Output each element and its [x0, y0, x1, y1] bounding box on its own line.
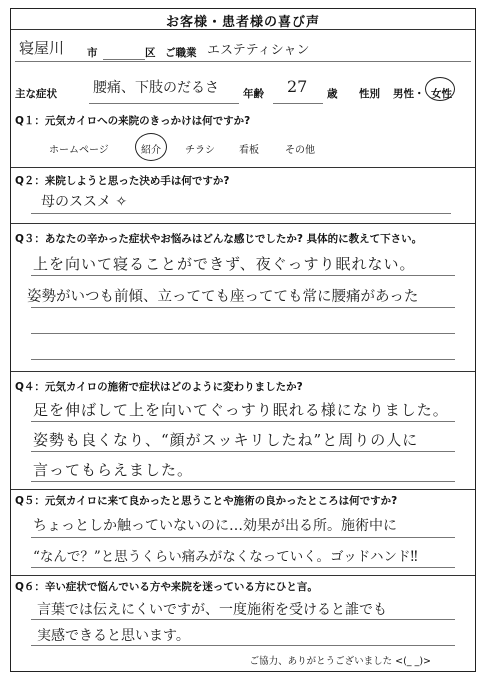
- q6-answer-line-1: 言葉では伝えにくいですが、一度施術を受けると誰でも: [37, 602, 387, 618]
- q4-answer-line-1: 足を伸ばして上を向いてぐっすり眠れる様になりました。: [33, 401, 449, 419]
- q4-line-1: [31, 421, 455, 422]
- footer-thanks: ご協力、ありがとうございました <(_ _)>: [249, 656, 431, 667]
- q3-line-3: [31, 333, 455, 334]
- q1-option-homepage: ホームページ: [49, 145, 109, 156]
- ward-blank-line: [103, 59, 145, 60]
- gender-selection-circle: [425, 77, 455, 101]
- q1-option-signboard: 看板: [239, 145, 259, 156]
- q3-line-4: [31, 359, 455, 360]
- age-unit: 歳: [327, 88, 338, 100]
- q5-answer-line-1: ちょっとしか触っていないのに…効果が出る所。施術中に: [33, 518, 397, 534]
- q3-line-1: [31, 275, 455, 276]
- q5-divider: [11, 575, 475, 576]
- q4-divider: [11, 489, 475, 490]
- q2-answer: 母のススメ ✧: [41, 194, 128, 210]
- q4-question: Q４：元気カイロの施術で症状はどのように変わりましたか?: [15, 381, 303, 393]
- q5-line-2: [31, 567, 455, 568]
- q3-question: Q３：あなたの辛かった症状やお悩みはどんな感じでしたか? 具体的に教えて下さい。: [15, 233, 423, 245]
- q6-question: Q６：辛い症状で悩んでいる方や来院を迷っている方にひと言。: [15, 581, 318, 593]
- q4-answer-line-3: 言ってもらえました。: [33, 461, 194, 479]
- occupation-label: ご職業: [165, 47, 197, 59]
- q4-answer-line-2: 姿勢も良くなり、“顔がスッキリしたね”と周りの人に: [33, 431, 419, 449]
- q4-line-2: [31, 451, 455, 452]
- q3-answer-line-2: 姿勢がいつも前傾、立ってても座ってても常に腰痛があった: [27, 289, 419, 305]
- q3-divider: [11, 371, 475, 372]
- symptom-value: 腰痛、下肢のだるさ: [93, 80, 219, 96]
- q2-line: [31, 213, 451, 214]
- q1-question: Q１：元気カイロへの来院のきっかけは何ですか?: [15, 115, 251, 127]
- gender-male: 男性・: [393, 88, 425, 100]
- ward-label: 区: [145, 47, 156, 59]
- q1-selection-circle: [135, 133, 167, 161]
- survey-sheet: [10, 8, 476, 672]
- q1-option-other: その他: [285, 145, 315, 156]
- page-title: お客様・患者様の喜び声: [165, 15, 320, 30]
- q2-question: Q２：来院しようと思った決め手は何ですか?: [15, 175, 230, 187]
- age-label: 年齢: [243, 88, 264, 100]
- occupation-value: エステティシャン: [207, 43, 310, 58]
- row1-line: [15, 61, 471, 62]
- q1-option-flyer: チラシ: [185, 145, 215, 156]
- title-divider: [11, 29, 475, 30]
- age-line: [273, 103, 323, 104]
- q1-divider: [11, 167, 475, 168]
- q3-answer-line-1: 上を向いて寝ることができず、夜ぐっすり眠れない。: [33, 255, 416, 273]
- q6-answer-line-2: 実感できると思います。: [37, 628, 190, 644]
- q5-question: Q５：元気カイロに来て良かったと思うことや施術の良かったところは何ですか?: [15, 495, 398, 507]
- q3-line-2: [31, 307, 455, 308]
- q6-line-2: [31, 645, 455, 646]
- q4-line-3: [31, 481, 455, 482]
- symptom-label: 主な症状: [15, 88, 57, 100]
- q1-option-referral: 紹介: [141, 145, 161, 156]
- city-label: 市: [87, 47, 98, 59]
- city-value: 寝屋川: [19, 39, 65, 57]
- symptom-line: [89, 103, 239, 104]
- age-value: 27: [287, 77, 308, 96]
- gender-label: 性別: [359, 88, 380, 100]
- gender-female: 女性: [431, 88, 452, 100]
- q5-answer-line-2: “なんで？”と思うくらい痛みがなくなっていく。ゴッドハンド‼: [33, 549, 418, 565]
- q2-divider: [11, 223, 475, 224]
- q5-line-1: [31, 537, 455, 538]
- q6-line-1: [31, 619, 455, 620]
